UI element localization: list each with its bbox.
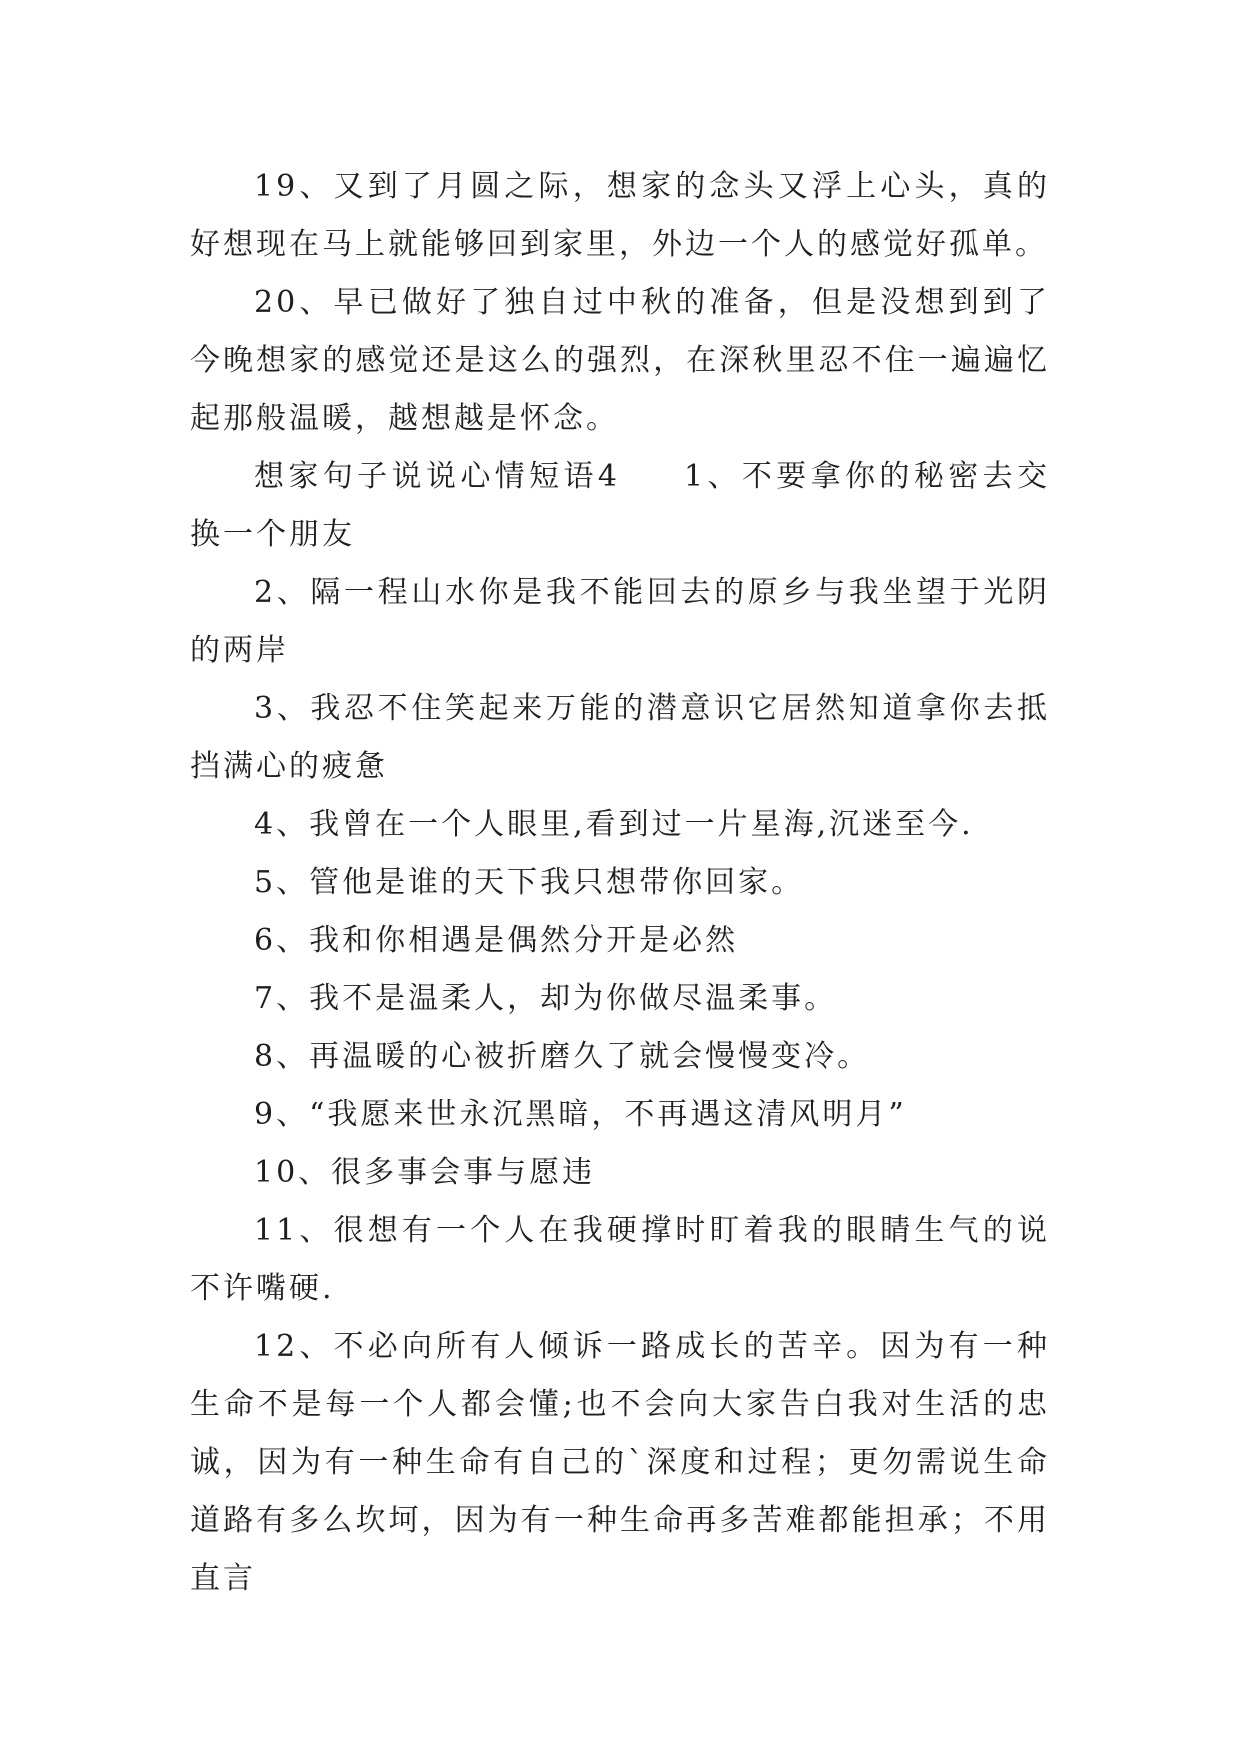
section-heading-paragraph bbox=[190, 448, 1050, 564]
paragraph-4: 4、我曾在一个人眼里,看到过一片星海,沉迷至今. bbox=[254, 807, 974, 842]
paragraph-19: 19、又到了月圆之际，想家的念头又浮上心头，真的好想现在马上就能够回到家里，外边一个人的感觉好孤单。 bbox=[190, 169, 1050, 262]
paragraph-2: 2、隔一程山水你是我不能回去的原乡与我坐望于光阴的两岸 bbox=[190, 575, 1050, 668]
section-first-item: 1、不要拿你的秘密去交换一个朋友 bbox=[190, 459, 1050, 552]
paragraph-3: 3、我忍不住笑起来万能的潜意识它居然知道拿你去抵挡满心的疲惫 bbox=[190, 691, 1050, 784]
paragraph-7: 7、我不是温柔人，却为你做尽温柔事。 bbox=[254, 981, 838, 1016]
paragraph-10: 10、很多事会事与愿违 bbox=[254, 1155, 596, 1190]
paragraph-9: 9、“我愿来世永沉黑暗，不再遇这清风明月” bbox=[254, 1097, 907, 1132]
document-body bbox=[190, 158, 1050, 1608]
paragraph-8: 8、再温暖的心被折磨久了就会慢慢变冷。 bbox=[254, 1039, 871, 1074]
paragraph-20: 20、早已做好了独自过中秋的准备，但是没想到到了今晚想家的感觉还是这么的强烈，在深秋里忍不住一遍遍忆起那般温暖，越想越是怀念。 bbox=[190, 285, 1050, 436]
paragraph-11: 11、很想有一个人在我硬撑时盯着我的眼睛生气的说不许嘴硬. bbox=[190, 1213, 1050, 1306]
section-heading: 想家句子说说心情短语4 bbox=[254, 459, 620, 494]
paragraph-6: 6、我和你相遇是偶然分开是必然 bbox=[254, 923, 739, 958]
paragraph-5: 5、管他是谁的天下我只想带你回家。 bbox=[254, 865, 805, 900]
paragraph-12: 12、不必向所有人倾诉一路成长的苦辛。因为有一种生命不是每一个人都会懂;也不会向大家告白我对生活的忠诚，因为有一种生命有自己的`深度和过程；更勿需说生命道路有多么坎坷，因为有一种生命再多苦难都能担承；不用直言 bbox=[190, 1329, 1050, 1596]
